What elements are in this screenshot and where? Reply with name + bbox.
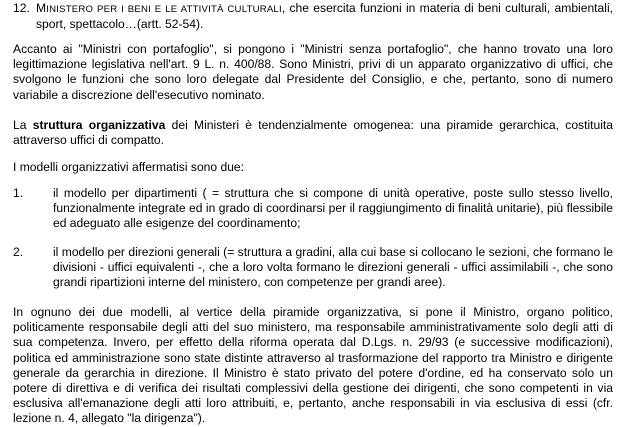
item-number: 12. bbox=[13, 1, 30, 15]
paragraph-modelli-organizzativi: I modelli organizzativi affermatisi sono due: bbox=[13, 160, 245, 174]
list-number: 2. bbox=[13, 245, 24, 259]
list-item-1 bbox=[13, 186, 613, 232]
ministry-heading: MINISTERO PER I BENI E LE ATTIVITÀ CULTURALI bbox=[36, 1, 282, 15]
paragraph-ministri-senza-portafoglio: Accanto ai "Ministri con portafoglio", si pongono i "Ministri senza portafoglio", che hanno trovato una loro legittimazione legislativa nell'art. 9 L. n. 400/88. Sono Ministri, privi di un apparato organizzativo di uffici, che svolgono le funzioni che sono loro delegate dal Presidente del Consiglio, e che, pertanto, sono di numero variabile a discrezione dell'esecutivo nominato. bbox=[13, 42, 613, 102]
list-item-text: il modello per dipartimenti ( = struttura che si compone di unità operative, poste sullo stesso livello, funzionalmente integrate ed in grado di coordinarsi per il raggiungimento di finalità unitarie), più flessibile ed adeguato alle esigenze del coordinamento; bbox=[53, 186, 613, 231]
paragraph-ministro: In ognuno dei due modelli, al vertice della piramide organizzativa, si pone il Ministro, organo politico, politicamente responsabile degli atti del suo ministero, ma responsabile amministrativamente solo degli atti di sua competenza. Invero, per effetto della riforma operata dal D.Lgs. n. 29/93 (e successive modificazioni), politica ed amministrazione sono state distinte attraverso al trasformazione del rapporto tra Ministro e dirigente generale da gerarchia in direzione. Il Ministro è stato privato del potere d'ordine, ed ha conservato solo un potere di direttiva e di verifica dei risultati complessivi della gestione dei dirigenti, che sono competenti in via esclusiva all'emanazione degli atti loro attribuiti, e, pertanto, anche responsabili in via esclusiva di essi (cfr. lezione n. 4, allegato "la dirigenza"). bbox=[13, 305, 613, 426]
list-item-2 bbox=[13, 245, 613, 291]
bold-term: struttura organizzativa bbox=[32, 118, 166, 132]
list-item-text: il modello per direzioni generali (= struttura a gradini, alla cui base si collocano le sezioni, che formano le divisioni - uffici equivalenti -, che a loro volta formano le direzioni generali - uffici assimilabili -, che sono grandi ripartizioni interne del ministero, con competenze per grandi aree). bbox=[53, 245, 613, 290]
item-12-body bbox=[36, 1, 613, 32]
list-number: 1. bbox=[13, 186, 24, 200]
list-item-12 bbox=[13, 1, 613, 32]
item-12-text: , che esercita funzioni in materia di beni culturali, ambientali, sport, spettacolo…(artt. 52-54). bbox=[36, 1, 613, 32]
paragraph-struttura-organizzativa: La struttura organizzativa dei Ministeri è tendenzialmente omogenea: una piramide gerarchica, costituita attraverso uffici di compatto. bbox=[13, 118, 614, 148]
